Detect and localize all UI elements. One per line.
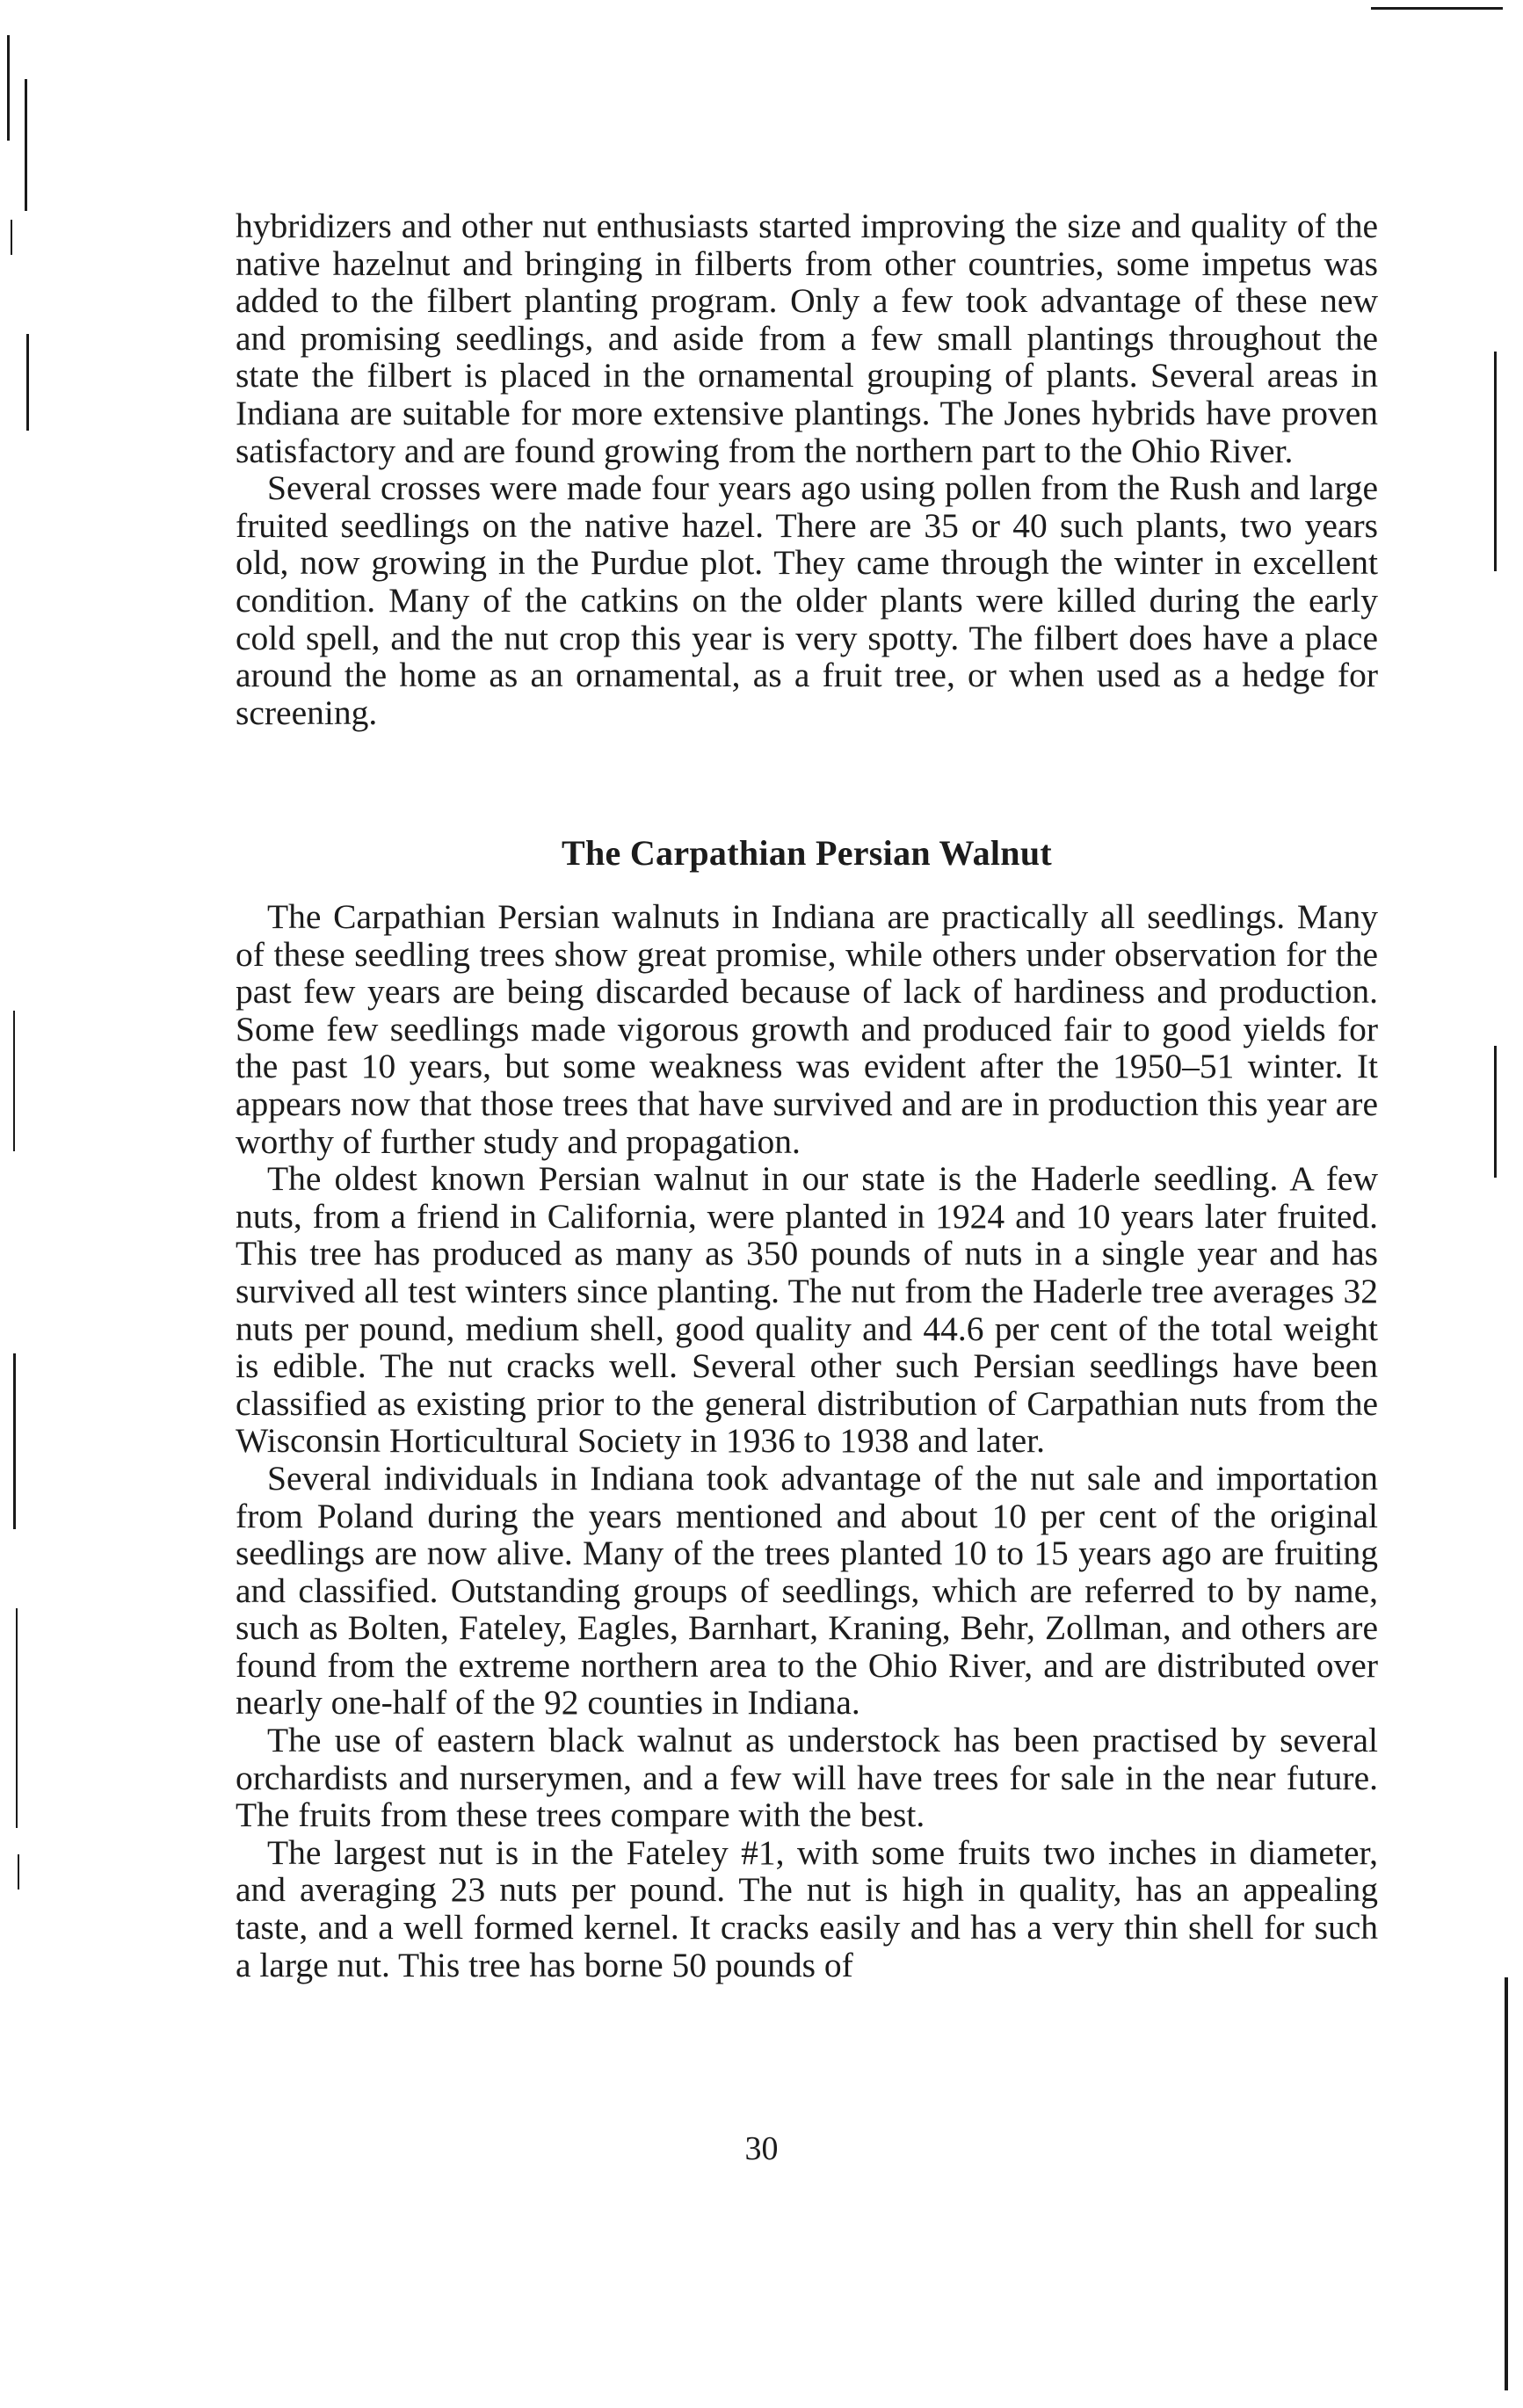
paragraph: The Carpathian Persian walnuts in Indiana are practically all seedlings. Many of these seedling trees show great promise, while others under observation for the past few years are being discarded because of lack of hardiness and production. Some few seedlings made vigorous growth and produced fair to good yields for the past 10 years, but some weakness was evident after the 1950–51 winter. It appears now that those trees that have survived and are in production this year are worthy of further study and propagation. <box>236 897 1378 1161</box>
paragraph: Several crosses were made four years ago using pollen from the Rush and large fruited seedlings on the native hazel. There are 35 or 40 such plants, two years old, now growing in the Purdue plot. They came through the winter in excellent condition. Many of the catkins on the older plants were killed during the early cold spell, and the nut crop this year is very spotty. The filbert does have a place around the home as an ornamental, as a fruit tree, or when used as a hedge for screening. <box>236 468 1378 732</box>
body-text-bottom <box>236 898 1378 1984</box>
paragraph: The use of eastern black walnut as understock has been practised by several orchardists and nurserymen, and a few will have trees for sale in the near future. The fruits from these trees compare with the best. <box>236 1721 1378 1835</box>
scan-right-edge-mark <box>1494 1046 1497 1178</box>
paragraph: hybridizers and other nut enthusiasts started improving the size and quality of the native hazelnut and bringing in filberts from other countries, some impetus was added to the filbert planting program. Only a few took advantage of these new and promising seedlings, and aside from a few small plantings throughout the state the filbert is placed in the ornamental grouping of plants. Several areas in Indiana are suitable for more extensive plantings. The Jones hybrids have proven satisfactory and are found growing from the northern part to the Ohio River. <box>236 207 1378 470</box>
body-text-top <box>236 207 1378 731</box>
scan-left-edge-mark <box>25 79 27 211</box>
scan-left-edge-mark <box>11 220 12 255</box>
scan-top-rule <box>1371 7 1503 10</box>
scan-right-edge-mark <box>1494 352 1497 571</box>
scan-left-edge-mark <box>16 1608 18 1828</box>
scan-left-edge-mark <box>26 334 29 431</box>
scan-left-edge-mark <box>13 1011 15 1151</box>
page-number: 30 <box>744 2130 779 2167</box>
scan-right-edge-mark <box>1505 1977 1508 2390</box>
paragraph: The oldest known Persian walnut in our state is the Haderle seedling. A few nuts, from a friend in California, were planted in 1924 and 10 years later fruited. This tree has produced as many as 350 pounds of nuts in a single year and has survived all test winters since planting. The nut from the Haderle tree averages 32 nuts per pound, medium shell, good quality and 44.6 per cent of the total weight is edible. The nut cracks well. Several other such Persian seedlings have been classified as existing prior to the general distribution of Carpathian nuts from the Wisconsin Horticultural Society in 1936 to 1938 and later. <box>236 1159 1378 1461</box>
scan-left-edge-mark <box>18 1854 19 1889</box>
scan-left-edge-mark <box>13 1353 16 1529</box>
section-heading: The Carpathian Persian Walnut <box>561 833 1053 873</box>
paragraph: The largest nut is in the Fateley #1, with some fruits two inches in diameter, and averaging 23 nuts per pound. The nut is high in quality, has an appealing taste, and a well formed kernel. It cracks easily and has a very thin shell for such a large nut. This tree has borne 50 pounds of <box>236 1832 1378 1984</box>
paragraph: Several individuals in Indiana took advantage of the nut sale and importation from Poland during the years mentioned and about 10 per cent of the original seedlings are now alive. Many of the trees planted 10 to 15 years ago are fruiting and classified. Outstanding groups of seedlings, which are referred to by name, such as Bolten, Fateley, Eagles, Barnhart, Kraning, Behr, Zollman, and others are found from the extreme northern area to the Ohio River, and are distributed over nearly one-half of the 92 counties in Indiana. <box>236 1458 1378 1723</box>
scan-left-edge-mark <box>7 35 10 141</box>
